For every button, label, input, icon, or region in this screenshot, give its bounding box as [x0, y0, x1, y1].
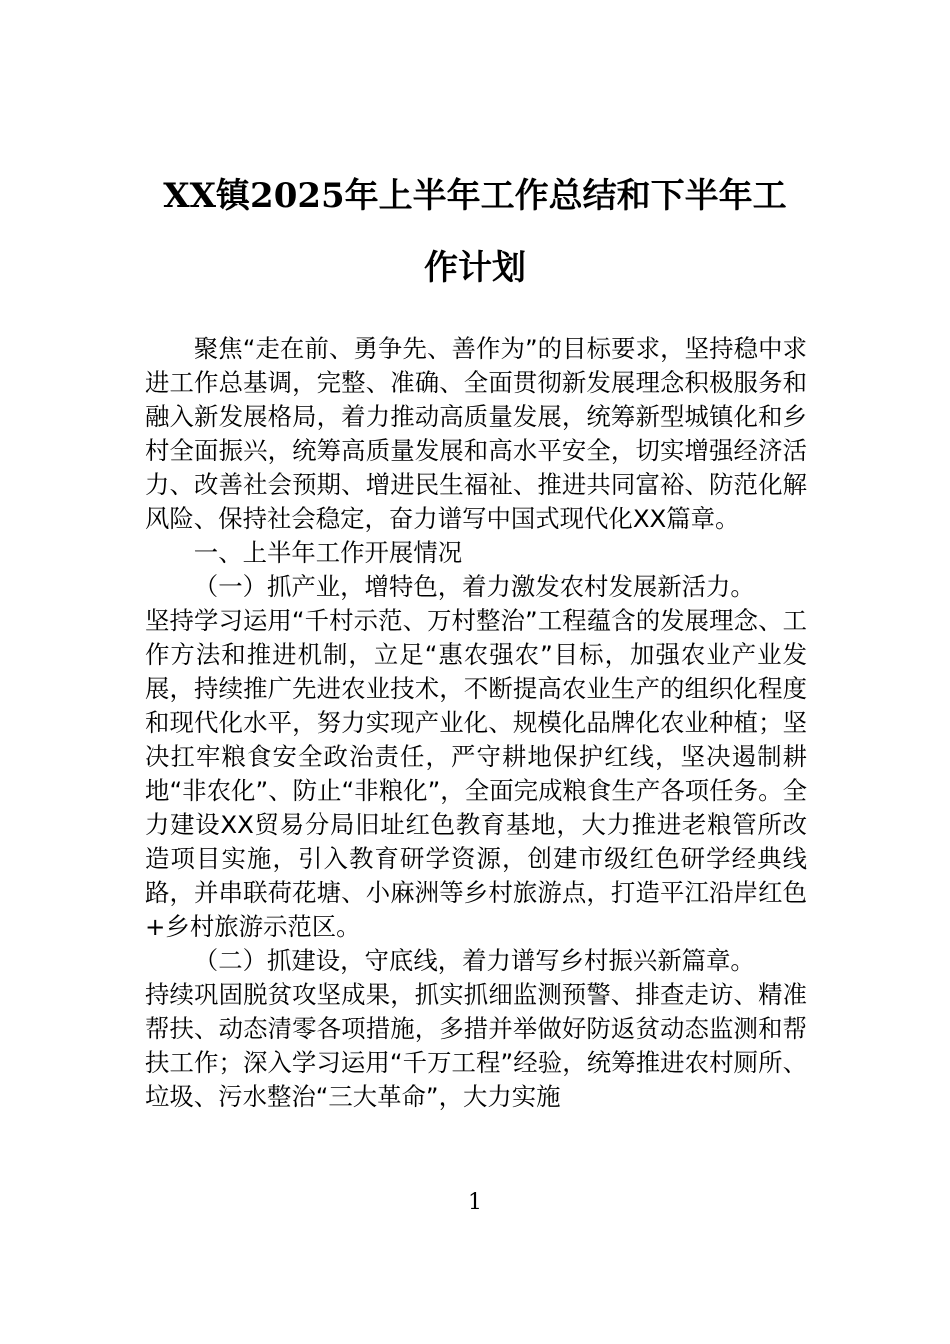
subsection-2-paragraph: 持续巩固脱贫攻坚成果，抓实抓细监测预警、排查走访、精准帮扶、动态清零各项措施，多措并举做好防返贫动态监测和帮扶工作；深入学习运用“千万工程”经验，统筹推进农村厕所、垃圾、污水整治“三大革命”，大力实施 [145, 980, 807, 1111]
subsection-heading-2: （二）抓建设，守底线，着力谱写乡村振兴新篇章。 [193, 946, 755, 975]
section-heading-1: 一、上半年工作开展情况 [193, 538, 463, 567]
page-number: 1 [468, 1190, 482, 1215]
document-title-line-2: 作计划 [424, 248, 526, 288]
document-title-line-1: XX镇2025年上半年工作总结和下半年工 [163, 176, 787, 216]
document-body [145, 332, 807, 1114]
subsection-1-paragraph: 坚持学习运用“千村示范、万村整治”工程蕴含的发展理念、工作方法和推进机制，立足“惠农强农”目标，加强农业产业发展，持续推广先进农业技术，不断提高农业生产的组织化程度和现代化水平，努力实现产业化、规模化品牌化农业种植；坚决扛牢粮食安全政治责任，严守耕地保护红线，坚决遏制耕地“非农化”、防止“非粮化”，全面完成粮食生产各项任务。全力建设XX贸易分局旧址红色教育基地，大力推进老粮管所改造项目实施，引入教育研学资源，创建市级红色研学经典线路，并串联荷花塘、小麻洲等乡村旅游点，打造平江沿岸红色+乡村旅游示范区。 [145, 606, 807, 941]
intro-paragraph: 聚焦“走在前、勇争先、善作为”的目标要求，坚持稳中求进工作总基调，完整、准确、全面贯彻新发展理念积极服务和融入新发展格局，着力推动高质量发展，统筹新型城镇化和乡村全面振兴，统筹高质量发展和高水平安全，切实增强经济活力、改善社会预期、增进民生福祉、推进共同富裕、防范化解风险、保持社会稳定，奋力谱写中国式现代化XX篇章。 [145, 334, 807, 533]
subsection-heading-1: （一）抓产业，增特色，着力激发农村发展新活力。 [193, 572, 755, 601]
